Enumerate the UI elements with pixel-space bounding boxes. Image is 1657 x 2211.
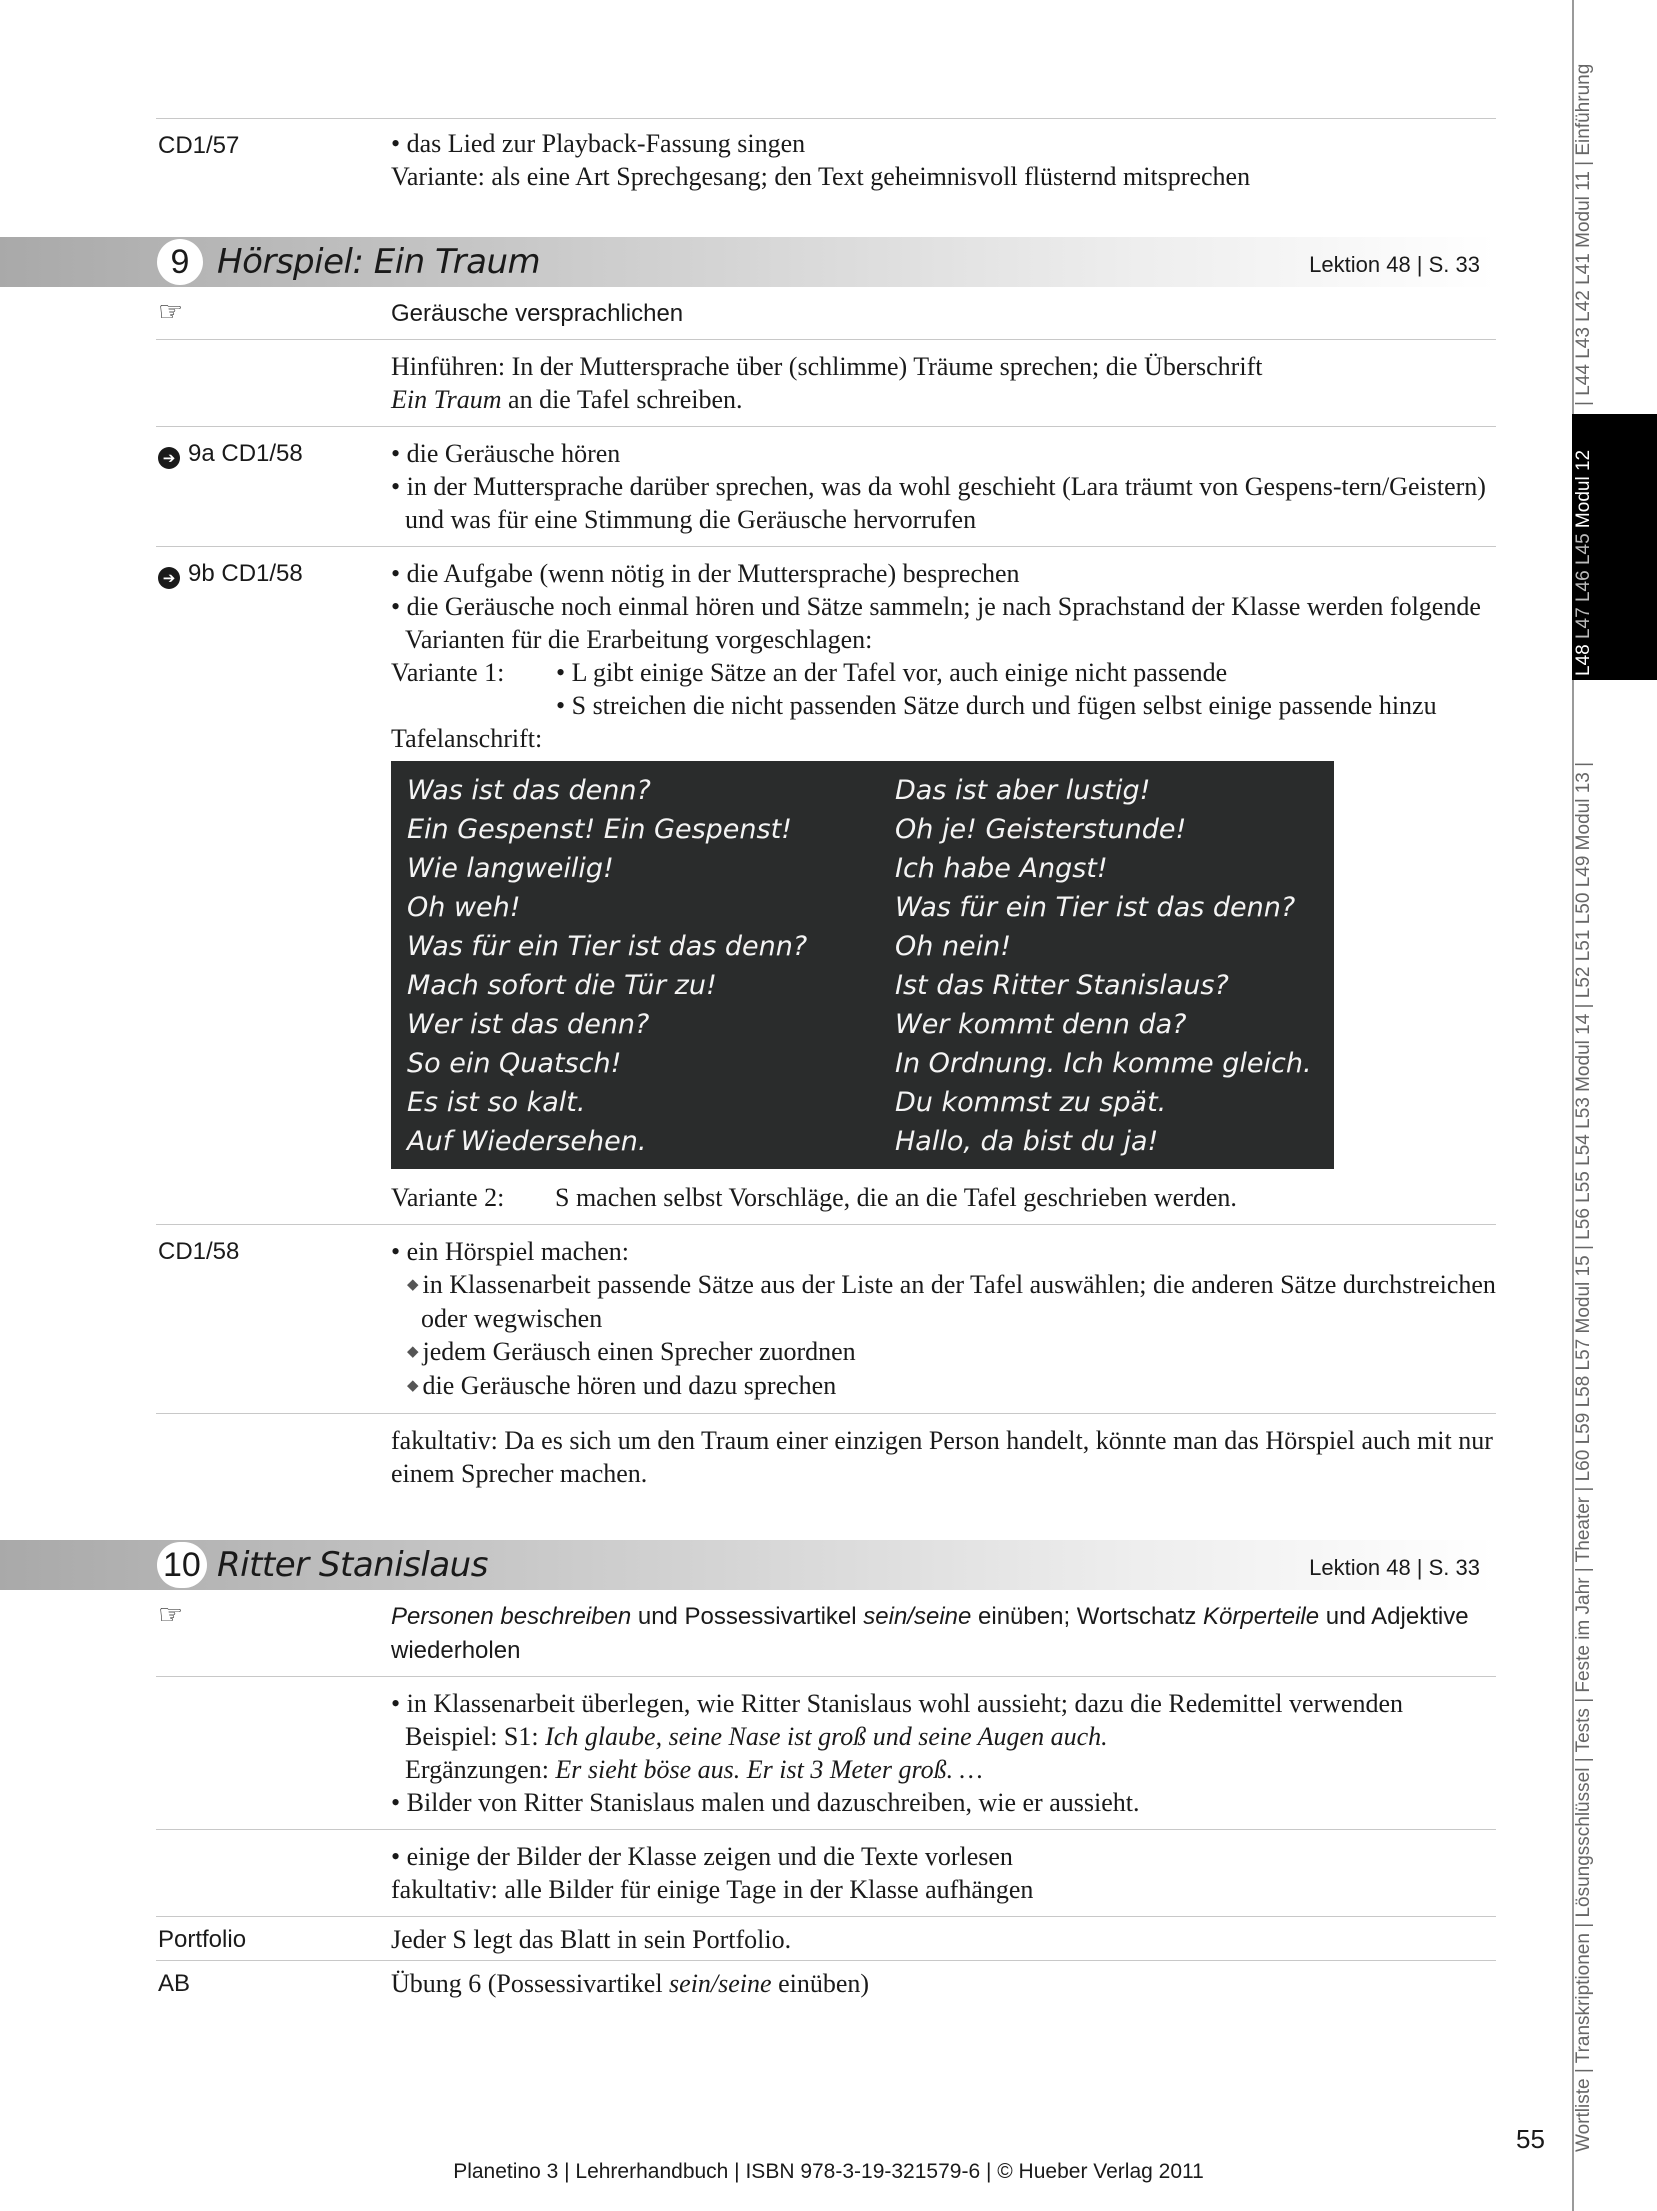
- step-9a-label: ➔ 9a CD1/58: [156, 437, 391, 536]
- top-line-2: Variante: als eine Art Sprechgesang; den Text geheimnisvoll flüsternd mitsprechen: [391, 162, 1251, 191]
- board-line: Oh weh!: [407, 892, 521, 923]
- pointing-hand-icon: ☞: [158, 1598, 184, 1631]
- variant-2: Variante 2: S machen selbst Vorschläge, die an die Tafel geschrieben werden.: [391, 1183, 1237, 1212]
- board-line: Was für ein Tier ist das denn?: [407, 931, 808, 962]
- diamond-bullet-icon: ◆: [407, 1344, 419, 1360]
- board-line: Wer kommt denn da?: [895, 1009, 1187, 1040]
- top-row: [156, 118, 1496, 193]
- portfolio-label: Portfolio: [158, 1926, 247, 1953]
- section-10-title: Ritter Stanislaus: [217, 1545, 488, 1585]
- board-line: Oh je! Geisterstunde!: [895, 814, 1187, 845]
- arrow-right-icon: ➔: [158, 567, 180, 589]
- top-line-1: • das Lied zur Playback-Fassung singen: [391, 129, 806, 158]
- board-line: Ist das Ritter Stanislaus?: [895, 970, 1229, 1001]
- section-9-intro: Hinführen: In der Muttersprache über (schlimme) Träume sprechen; die Überschrift Ein Traum an die Tafel schreiben.: [391, 352, 1263, 414]
- board-line: Mach sofort die Tür zu!: [407, 970, 717, 1001]
- section-9-intro-row: [156, 339, 1496, 426]
- workbook-text: Übung 6 (Possessivartikel sein/seine einüben): [391, 1969, 870, 1998]
- board-line: Oh nein!: [895, 931, 1012, 962]
- board-line: Ein Gespenst! Ein Gespenst!: [407, 814, 792, 845]
- lesson-content: [156, 118, 1496, 2004]
- section-9-header: [0, 237, 1496, 287]
- board-line: Es ist so kalt.: [407, 1087, 586, 1118]
- board-line: Was ist das denn?: [407, 775, 651, 806]
- variant-1: Variante 1: • L gibt einige Sätze an der Tafel vor, auch einige nicht passende • S streichen die nicht passenden Sätze durch und fügen selbst einige passende hinzu: [391, 658, 1437, 720]
- step-9a-row: [156, 426, 1496, 546]
- chalkboard-right-column: [895, 771, 1334, 1161]
- board-line: Wie langweilig!: [407, 853, 614, 884]
- board-line: Wer ist das denn?: [407, 1009, 650, 1040]
- board-line: In Ordnung. Ich komme gleich.: [895, 1048, 1312, 1079]
- portfolio-row: [156, 1916, 1496, 1960]
- workbook-label: AB: [158, 1970, 191, 1997]
- chalkboard-left-column: [407, 771, 895, 1161]
- step-9b-label: ➔ 9b CD1/58: [156, 557, 391, 1224]
- section-9-optional: fakultativ: Da es sich um den Traum einer einzigen Person handelt, könnte man das Hörspiel auch mit nur einem Sprecher machen.: [391, 1426, 1493, 1488]
- section-9-title: Hörspiel: Ein Traum: [217, 242, 541, 282]
- sidebar-label-active[interactable]: L48 L47 L46 L45 Modul 12: [1573, 449, 1594, 676]
- board-line: Was für ein Tier ist das denn?: [895, 892, 1296, 923]
- section-10-goal-row: [156, 1600, 1496, 1676]
- section-10-show-row: [156, 1829, 1496, 1916]
- section-9-goal: Geräusche versprachlichen: [391, 300, 684, 327]
- cd-label: CD1/58: [158, 1238, 240, 1265]
- arrow-right-icon: ➔: [158, 447, 180, 469]
- board-label: Tafelanschrift:: [391, 724, 543, 753]
- radio-play-row: [156, 1224, 1496, 1413]
- cd-label: CD1/57: [158, 132, 240, 159]
- board-line: Du kommst zu spät.: [895, 1087, 1167, 1118]
- sidebar-label-lower[interactable]: Wortliste | Transkriptionen | Lösungsschlüssel | Tests | Feste im Jahr | Theater | L60 L59 L58 L57 Modul 15 | L56 L55 L54 L53 Modul 14 | L52 L51 L50 L49 Modul 13 |: [1573, 761, 1594, 2152]
- section-10-number: 10: [157, 1542, 207, 1588]
- section-9-number: 9: [157, 239, 203, 285]
- step-9b-text: • die Aufgabe (wenn nötig in der Muttersprache) besprechen • die Geräusche noch einmal hören und Sätze sammeln; je nach Sprachstand der Klasse werden folgende Varianten für die Erarbeitung vorgeschlagen: Variante 1: • L gibt einige Sätze an der Tafel vor, auch einige nicht passende • S streichen die nicht passenden Sätze durch und fügen selbst einige passende hinzu Tafelanschrift: Was ist das denn? Ein Gespenst! Ein Gespenst! Wie langweilig! Oh weh! Was für ein Tier ist das denn? Mach sofort die Tür zu! Wer ist das denn? So ein Quatsch! Es ist so kalt. Auf Wiedersehen. Das ist aber lustig! Oh je! Geisterstunde! Ich habe Angst! Was für ein Tier ist das denn? Oh nein! Ist das Ritter Stanislaus? Wer kommt denn da? In Ordnung. Ich komme gleich. Du kommst zu spät. Hallo, da bist du ja! Variante 2: S machen selbst Vorschläge, die an die Tafel geschrieben werden.: [391, 557, 1496, 1224]
- section-10-activity-row: [156, 1676, 1496, 1829]
- board-line: Auf Wiedersehen.: [407, 1126, 647, 1157]
- footer: Planetino 3 | Lehrerhandbuch | ISBN 978-3-19-321579-6 | © Hueber Verlag 2011: [453, 2160, 1204, 2183]
- board-line: Ich habe Angst!: [895, 853, 1108, 884]
- section-10-header: [0, 1540, 1496, 1590]
- section-10-goal: Personen beschreiben und Possessivartikel sein/seine einüben; Wortschatz Körperteile und Adjektive wiederholen: [391, 1603, 1469, 1664]
- diamond-bullet-icon: ◆: [407, 1277, 419, 1293]
- section-9-goal-row: [156, 297, 1496, 339]
- portfolio-text: Jeder S legt das Blatt in sein Portfolio.: [391, 1925, 792, 1954]
- top-text: [391, 127, 1496, 193]
- workbook-row: [156, 1960, 1496, 2004]
- radio-play-text: • ein Hörspiel machen: ◆ in Klassenarbeit passende Sätze aus der Liste an der Tafel auswählen; die anderen Sätze durchstreichen oder wegwischen ◆ jedem Geräusch einen Sprecher zuordnen ◆ die Geräusche hören und dazu sprechen: [391, 1237, 1496, 1400]
- section-10-reference: Lektion 48 | S. 33: [1309, 1555, 1480, 1580]
- diamond-bullet-icon: ◆: [407, 1378, 419, 1394]
- page-number: 55: [1516, 2124, 1545, 2154]
- section-9-optional-row: [156, 1413, 1496, 1500]
- step-9a-text: • die Geräusche hören • in der Muttersprache darüber sprechen, was da wohl geschieht (Lara träumt von Gespens-tern/Geistern) und was für eine Stimmung die Geräusche hervorrufen: [391, 439, 1486, 534]
- board-line: So ein Quatsch!: [407, 1048, 622, 1079]
- board-line: Das ist aber lustig!: [895, 775, 1151, 806]
- section-10-activity: • in Klassenarbeit überlegen, wie Ritter Stanislaus wohl aussieht; dazu die Redemittel verwenden Beispiel: S1: Ich glaube, seine Nase ist groß und seine Augen auch. Ergänzungen: Er sieht böse aus. Er ist 3 Meter groß. … • Bilder von Ritter Stanislaus malen und dazuschreiben, wie er aussieht.: [391, 1689, 1403, 1817]
- chalkboard: [391, 761, 1334, 1169]
- board-line: Hallo, da bist du ja!: [895, 1126, 1159, 1157]
- section-9-reference: Lektion 48 | S. 33: [1309, 252, 1480, 277]
- sidebar-label-upper[interactable]: | L44 L43 L42 L41 Modul 11 | Einführung: [1573, 63, 1594, 406]
- pointing-hand-icon: ☞: [158, 295, 184, 328]
- step-9b-row: [156, 546, 1496, 1224]
- section-10-show: • einige der Bilder der Klasse zeigen und die Texte vorlesen fakultativ: alle Bilder für einige Tage in der Klasse aufhängen: [391, 1842, 1034, 1904]
